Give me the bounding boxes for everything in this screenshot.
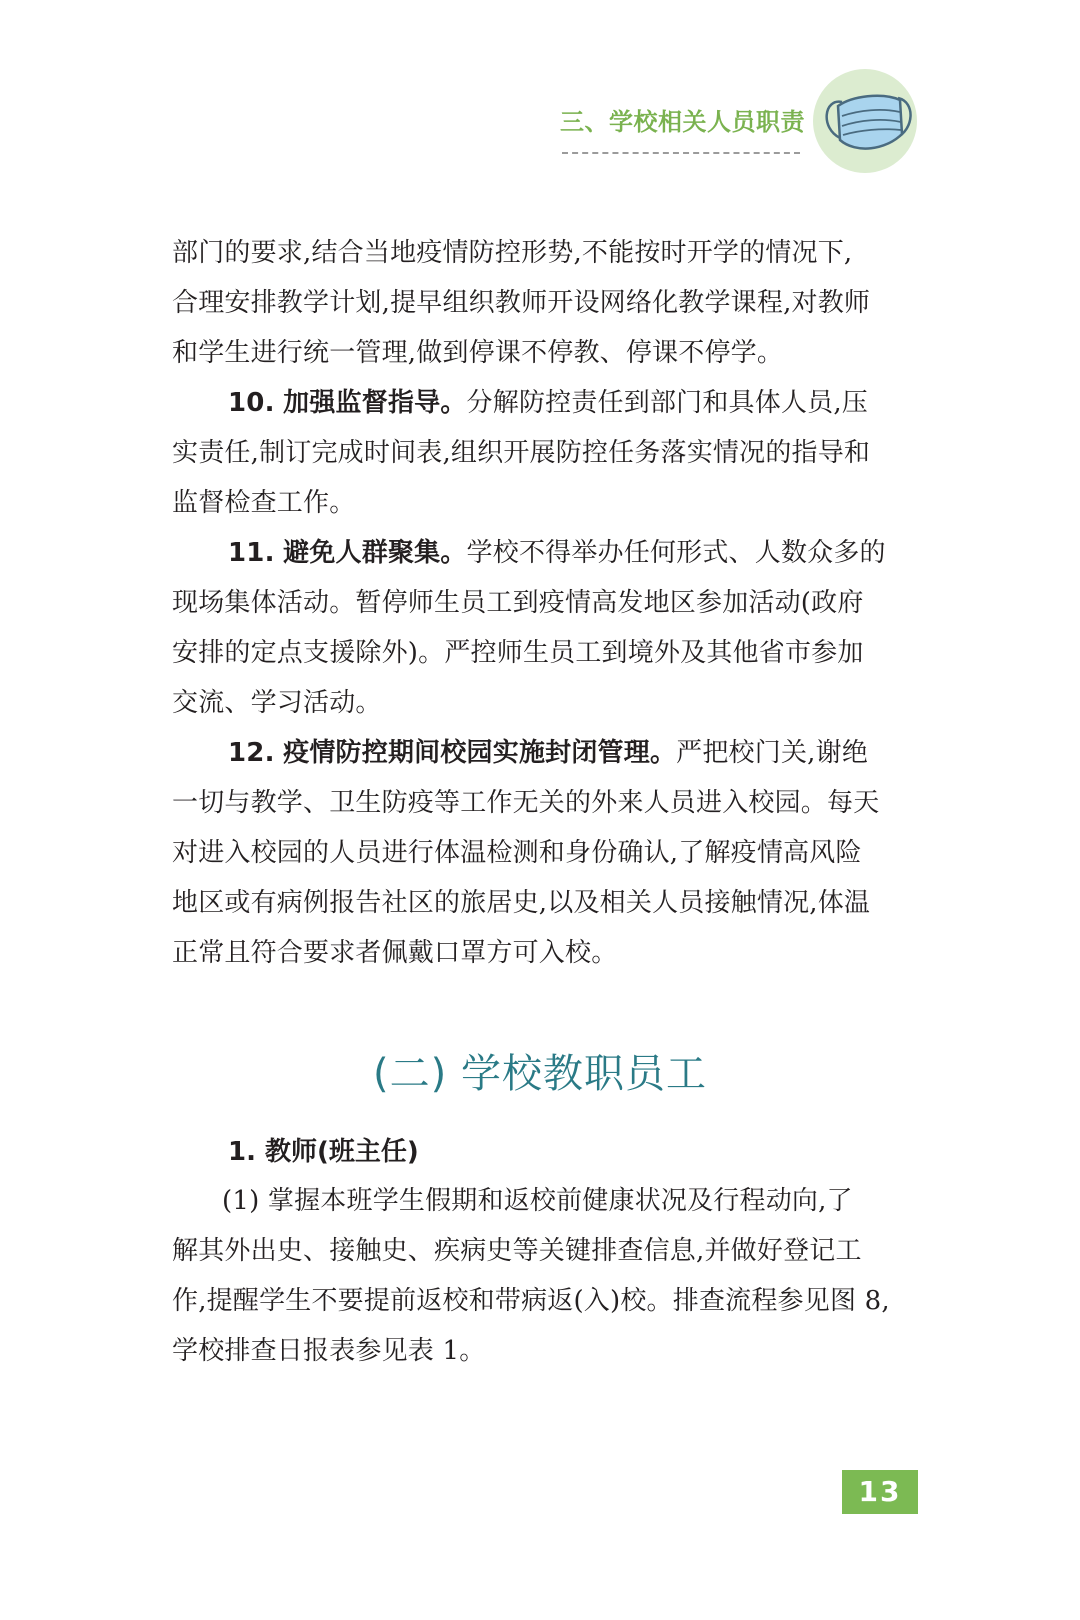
- text-line: 解其外出史、接触史、疾病史等关键排查信息,并做好登记工: [172, 1236, 862, 1266]
- item-11-paragraph: [172, 528, 932, 728]
- text-line: (1) 掌握本班学生假期和返校前健康状况及行程动向,了: [222, 1186, 853, 1216]
- sub-heading: 1. 教师(班主任): [228, 1137, 419, 1167]
- item-10-title: 加强监督指导。: [283, 388, 467, 418]
- item-12-number: 12.: [228, 738, 275, 768]
- text-line: 现场集体活动。暂停师生员工到疫情高发地区参加活动(政府: [172, 588, 864, 618]
- header-dashed-divider: [562, 152, 800, 154]
- item-10-paragraph: [172, 378, 932, 528]
- item-10-number: 10.: [228, 388, 275, 418]
- section-heading: (二) 学校教职员工: [373, 1051, 707, 1097]
- text-line: 实责任,制订完成时间表,组织开展防控任务落实情况的指导和: [172, 438, 871, 468]
- page-number: 13: [842, 1470, 918, 1514]
- text-line: 交流、学习活动。: [172, 688, 382, 718]
- text-line: 一切与教学、卫生防疫等工作无关的外来人员进入校园。每天: [172, 788, 880, 818]
- item-10-first-line: [172, 378, 932, 428]
- running-header-title: 三、学校相关人员职责: [560, 108, 805, 136]
- text-line: 地区或有病例报告社区的旅居史,以及相关人员接触情况,体温: [172, 888, 871, 918]
- text-line: 对进入校园的人员进行体温检测和身份确认,了解疫情高风险: [172, 838, 862, 868]
- intro-paragraph: [172, 228, 932, 378]
- item-11-number: 11.: [228, 538, 275, 568]
- text-line: 学校排查日报表参见表 1。: [172, 1336, 486, 1366]
- text-line: 部门的要求,结合当地疫情防控形势,不能按时开学的情况下,: [172, 238, 853, 268]
- item-12-paragraph: [172, 728, 932, 978]
- text-line: 作,提醒学生不要提前返校和带病返(入)校。排查流程参见图 8,: [172, 1286, 890, 1316]
- item-10-first-text: 分解防控责任到部门和具体人员,压: [466, 388, 869, 418]
- text-line: 和学生进行统一管理,做到停课不停教、停课不停学。: [172, 338, 784, 368]
- item-11-title: 避免人群聚集。: [283, 538, 467, 568]
- face-mask-icon: [812, 68, 918, 174]
- teacher-paragraph-1: [172, 1176, 932, 1376]
- item-12-first-text: 严把校门关,谢绝: [676, 738, 869, 768]
- item-11-first-line: [172, 528, 932, 578]
- text-line: 监督检查工作。: [172, 488, 356, 518]
- item-12-title: 疫情防控期间校园实施封闭管理。: [283, 738, 677, 768]
- item-12-first-line: [172, 728, 932, 778]
- item-11-first-text: 学校不得举办任何形式、人数众多的: [466, 538, 886, 568]
- text-line: 安排的定点支援除外)。严控师生员工到境外及其他省市参加: [172, 638, 864, 668]
- text-line: 正常且符合要求者佩戴口罩方可入校。: [172, 938, 618, 968]
- text-line: 合理安排教学计划,提早组织教师开设网络化教学课程,对教师: [172, 288, 871, 318]
